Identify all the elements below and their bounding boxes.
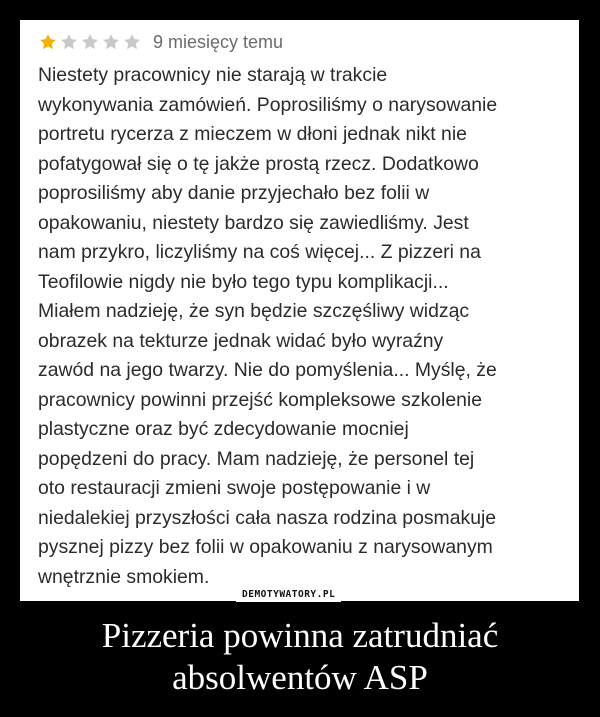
star-empty-icon <box>80 32 100 52</box>
review-line: poprosiliśmy aby danie przyjechało bez folii w <box>38 182 430 204</box>
review-line: obrazek na tekturze jednak widać było wyraźny <box>38 329 444 352</box>
review-line: Teofilowie nigdy nie było tego typu komplikacji... <box>38 270 449 293</box>
star-empty-icon <box>101 32 121 52</box>
caption <box>0 615 600 699</box>
star-filled-icon <box>38 32 58 52</box>
review-line: pracownicy powinni przejść kompleksowe szkolenie <box>38 388 483 411</box>
review-date: 9 miesięcy temu <box>153 31 284 52</box>
review-line: niedalekiej przyszłości cała nasza rodzina posmakuje <box>38 506 497 529</box>
caption-line: Pizzeria powinna zatrudniać <box>101 616 499 655</box>
caption-line: absolwentów ASP <box>172 658 428 697</box>
review-line: popędzeni do pracy. Mam nadzieję, że personel tej <box>38 447 475 470</box>
review-line: nam przykro, liczyliśmy na coś więcej... Z pizzeri na <box>38 241 481 263</box>
review-line: pysznej pizzy bez folii w opakowaniu z narysowanym <box>38 536 493 558</box>
review-line: pofatygował się o tę jakże prostą rzecz. Dodatkowo <box>38 152 479 175</box>
review-line: portretu rycerza z mieczem w dłoni jednak nikt nie <box>38 123 467 145</box>
star-rating <box>38 32 143 52</box>
review-line: plastyczne oraz być zdecydowanie mocniej <box>38 418 409 440</box>
star-empty-icon <box>122 32 142 52</box>
review-line: zawód na jego twarzy. Nie do pomyślenia... Myślę, że <box>38 359 497 381</box>
star-empty-icon <box>59 32 79 52</box>
review-line: opakowaniu, niestety bardzo się zawiedliśmy. Jest <box>38 211 469 234</box>
review-line: oto restauracji zmieni swoje postępowanie i w <box>38 477 431 499</box>
review-header <box>38 28 565 56</box>
review-line: Miałem nadzieję, że syn będzie szczęśliwy widząc <box>38 300 470 322</box>
review-line: wnętrznie smokiem. <box>38 565 210 588</box>
review-card <box>38 28 565 592</box>
review-text <box>38 61 565 592</box>
demotivator-frame <box>20 20 579 601</box>
watermark: DEMOTYWATORY.PL <box>236 587 341 602</box>
review-line: Niestety pracownicy nie starają w trakcie <box>38 64 388 86</box>
review-line: wykonywania zamówień. Poprosiliśmy o narysowanie <box>38 93 498 116</box>
